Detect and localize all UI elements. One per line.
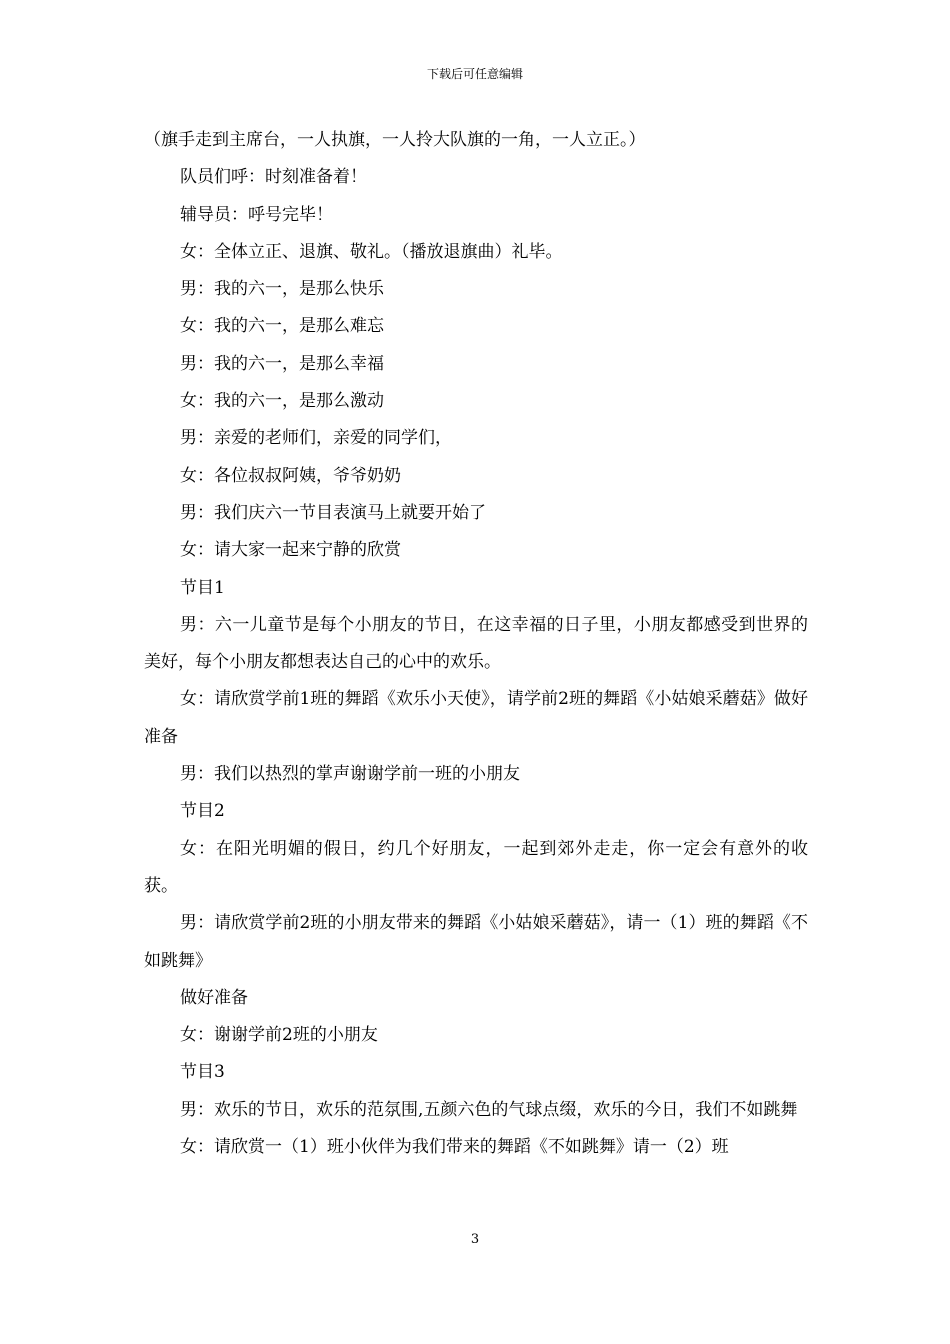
section-heading: 节目1 bbox=[180, 577, 225, 598]
paragraph: 女：全体立正、退旗、敬礼。（播放退旗曲）礼毕。 bbox=[180, 241, 563, 262]
section-heading: 节目3 bbox=[180, 1062, 225, 1083]
paragraph: 女：谢谢学前2班的小朋友 bbox=[180, 1025, 378, 1046]
paragraph: 男：六一儿童节是每个小朋友的节日，在这幸福的日子里，小朋友都感受到世界的美好，每个小朋友都想表达自己的心中的欢乐。 bbox=[144, 614, 808, 673]
paragraph: 男：我的六一，是那么快乐 bbox=[180, 279, 384, 300]
paragraph: 男：亲爱的老师们，亲爱的同学们， bbox=[180, 428, 452, 449]
paragraph: 男：请欣赏学前2班的小朋友带来的舞蹈《小姑娘采蘑菇》，请一（1）班的舞蹈《不如跳舞》 bbox=[144, 913, 808, 971]
paragraph: 女：我的六一，是那么难忘 bbox=[180, 316, 384, 337]
paragraph: 男：欢乐的节日，欢乐的范氛围,五颜六色的气球点缀，欢乐的今日，我们不如跳舞 bbox=[180, 1099, 798, 1120]
paragraph: 女：我的六一，是那么激动 bbox=[180, 391, 384, 412]
page-number: 3 bbox=[470, 1232, 480, 1247]
paragraph: 女：请欣赏一（1）班小伙伴为我们带来的舞蹈《不如跳舞》请一（2）班 bbox=[180, 1137, 729, 1158]
paragraph: 队员们呼：时刻准备着！ bbox=[180, 167, 367, 188]
section-heading: 节目2 bbox=[180, 801, 225, 822]
paragraph: 男：我们以热烈的掌声谢谢学前一班的小朋友 bbox=[180, 764, 520, 785]
paragraph: 辅导员：呼号完毕！ bbox=[180, 204, 333, 225]
paragraph: 男：我的六一，是那么幸福 bbox=[180, 353, 384, 374]
paragraph: 男：我们庆六一节目表演马上就要开始了 bbox=[180, 502, 486, 523]
paragraph: 做好准备 bbox=[180, 987, 248, 1008]
paragraph: （旗手走到主席台，一人执旗，一人拎大队旗的一角，一人立正。） bbox=[144, 130, 646, 150]
paragraph: 女：各位叔叔阿姨，爷爷奶奶 bbox=[180, 465, 401, 486]
page-header: 下载后可任意编辑 bbox=[426, 67, 523, 81]
paragraph: 女：请大家一起来宁静的欣赏 bbox=[180, 540, 401, 561]
document-body bbox=[144, 122, 808, 1166]
paragraph: 女：在阳光明媚的假日，约几个好朋友，一起到郊外走走，你一定会有意外的收获。 bbox=[144, 838, 808, 896]
paragraph: 女：请欣赏学前1班的舞蹈《欢乐小天使》，请学前2班的舞蹈《小姑娘采蘑菇》做好准备 bbox=[144, 689, 808, 747]
